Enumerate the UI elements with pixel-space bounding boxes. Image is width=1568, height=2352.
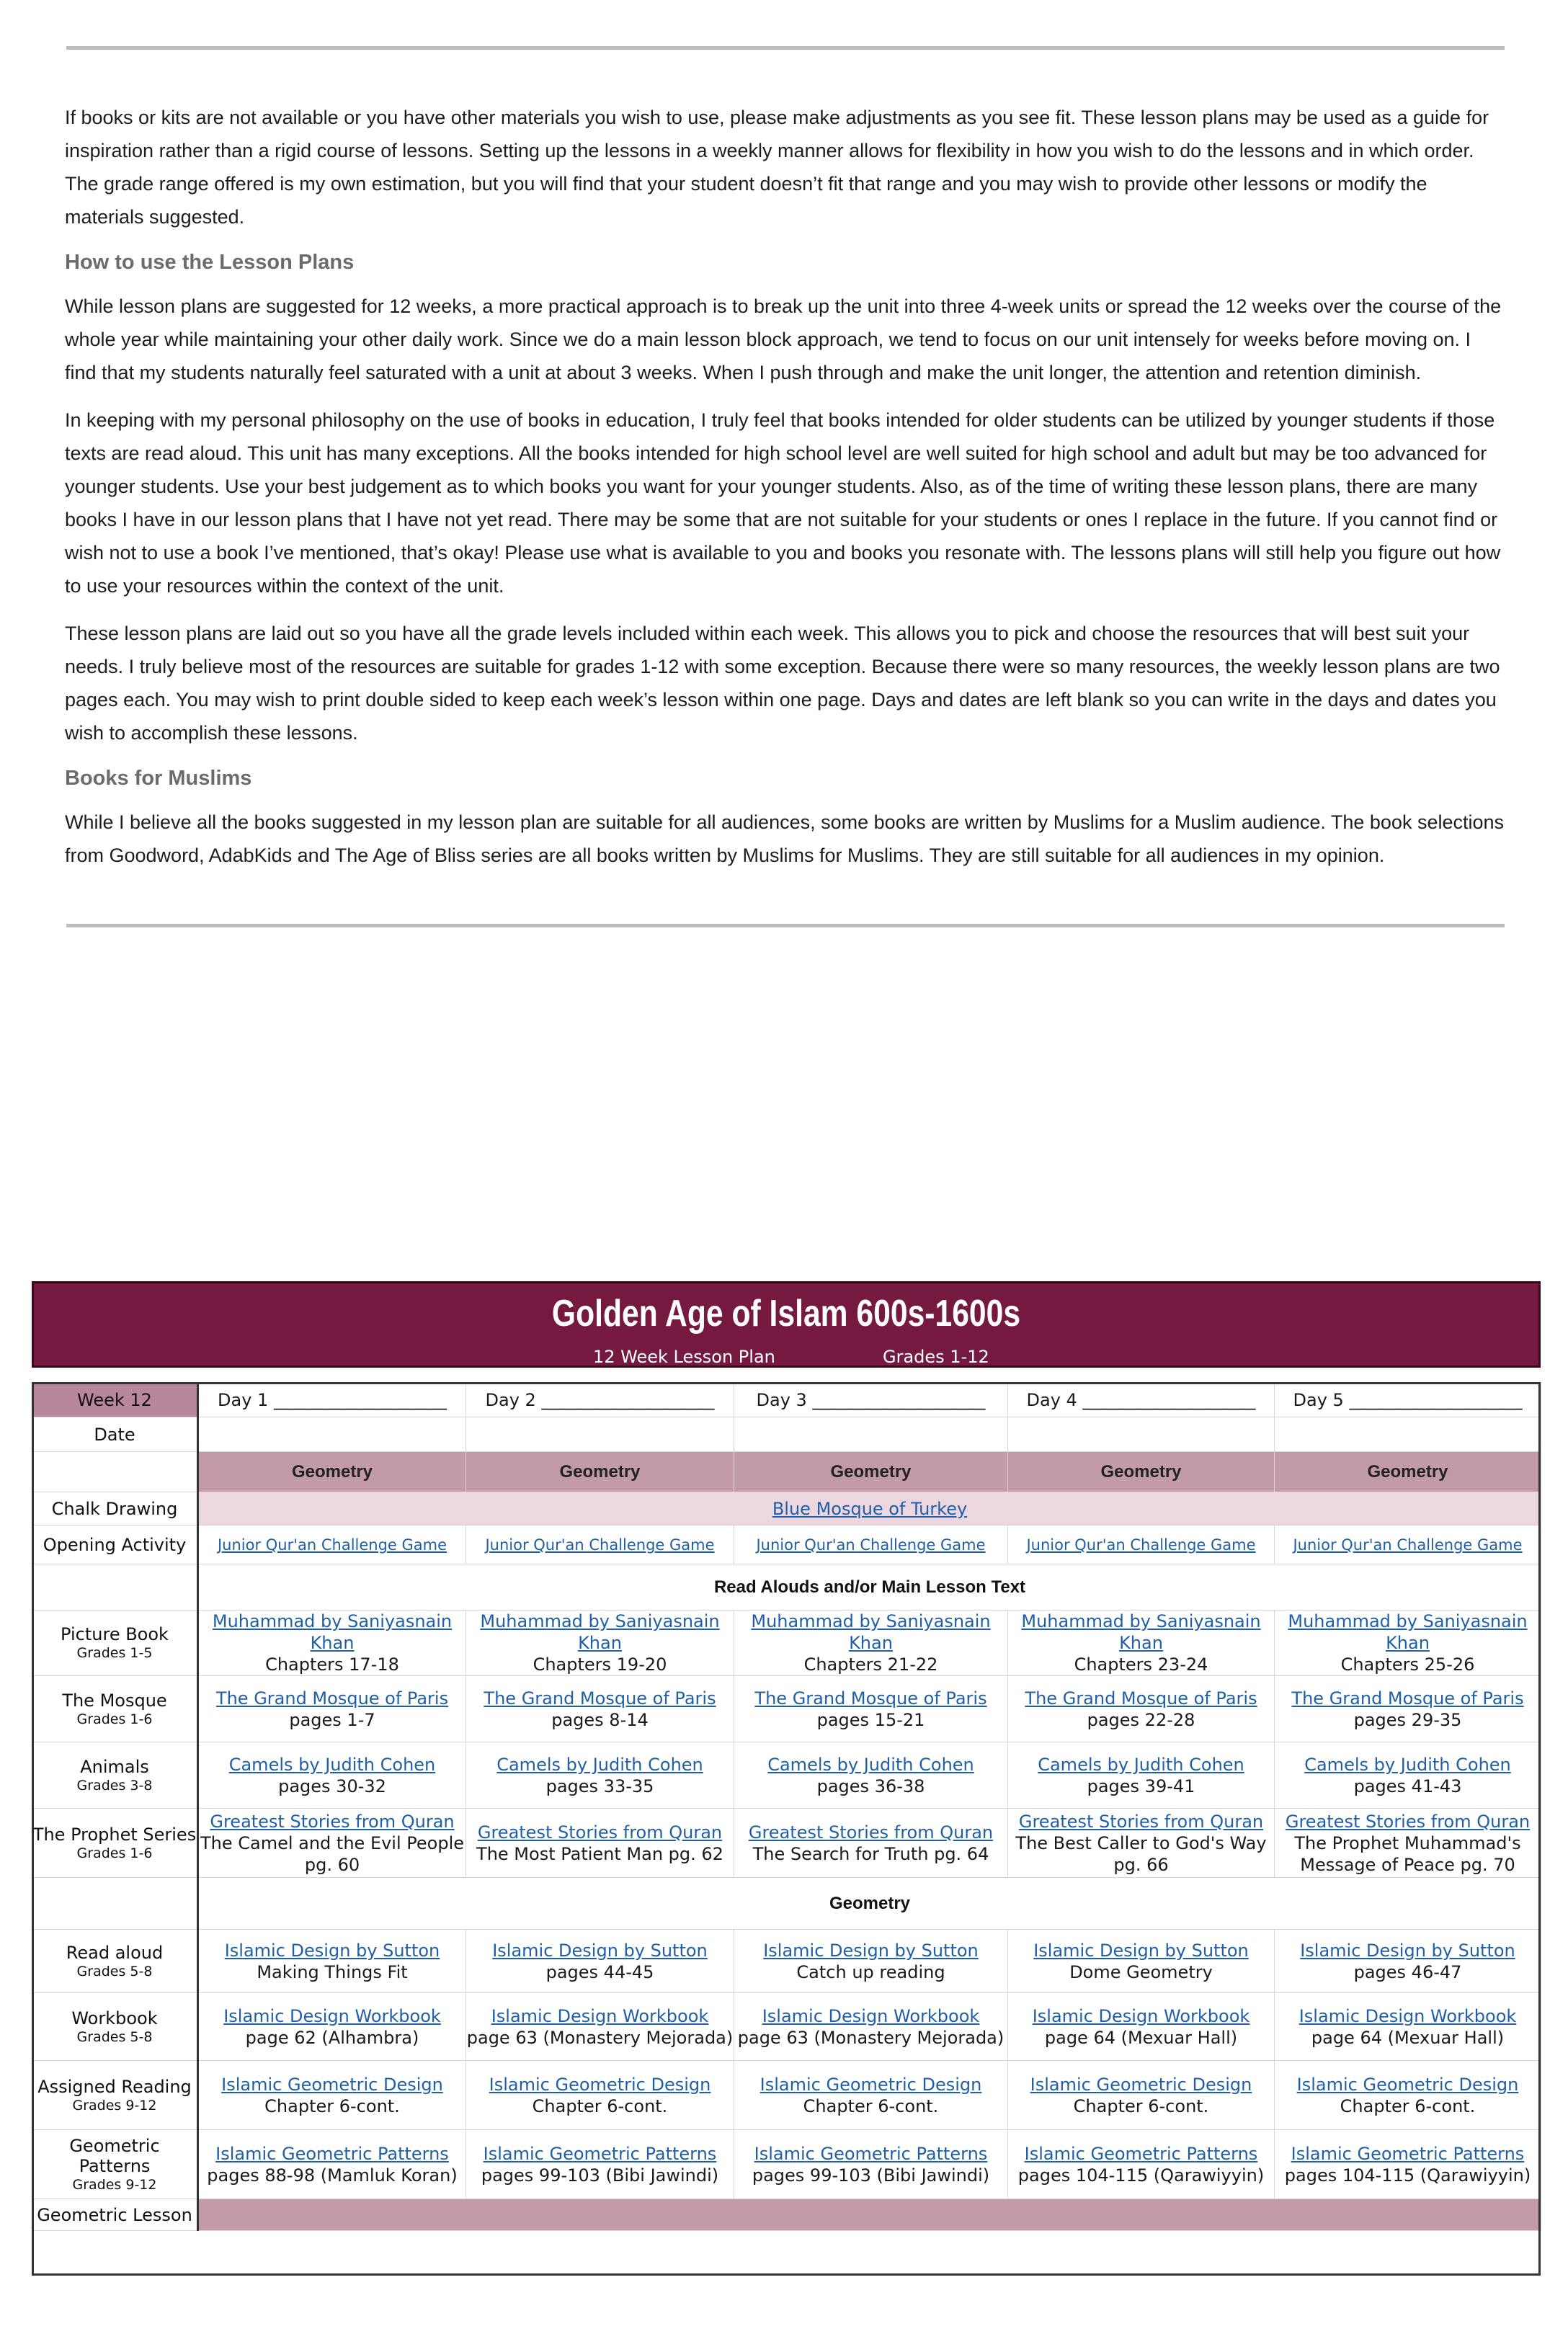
- date-field-4[interactable]: [1008, 1417, 1275, 1452]
- opening-activity-cell: [198, 1525, 466, 1564]
- lesson-cell: [466, 1742, 734, 1809]
- date-field-1[interactable]: [198, 1417, 466, 1452]
- intro-paragraph: While lesson plans are suggested for 12 weeks, a more practical approach is to break up the unit into three 4-week units or spread the 12 weeks over the course of the whole year while maintaining your other daily work. Since we do a main lesson block approach, we tend to focus on our unit intensely for weeks before moving on. I find that my students naturally feel saturated with a unit at about 3 weeks. When I push through and make the unit longer, the attention and retention diminish.: [65, 295, 1502, 383]
- row-grades: Grades 1-6: [76, 1845, 153, 1861]
- resource-link[interactable]: Islamic Design by Sutton: [224, 1940, 440, 1961]
- lesson-cell: [734, 2130, 1008, 2199]
- resource-detail: The Best Caller to God's Way pg. 66: [1015, 1832, 1267, 1875]
- date-field-5[interactable]: [1275, 1417, 1541, 1452]
- resource-link[interactable]: Muhammad by Saniyasnain Khan: [751, 1611, 991, 1653]
- lesson-cell: [1275, 1993, 1541, 2061]
- lesson-cell: [466, 1809, 734, 1878]
- lesson-cell: [734, 1676, 1008, 1742]
- resource-detail: pages 99-103 (Bibi Jawindi): [481, 2165, 719, 2186]
- subject-day-4: Geometry: [1008, 1452, 1275, 1492]
- resource-link[interactable]: Islamic Design by Sutton: [763, 1940, 979, 1961]
- resource-detail: pages 39-41: [1087, 1776, 1195, 1796]
- resource-detail: Chapter 6-cont.: [1073, 2095, 1209, 2116]
- geometric-lesson-label: Geometric Lesson: [32, 2199, 198, 2231]
- day-4-field[interactable]: Day 4 ____________________: [1008, 1383, 1275, 1417]
- row-label-text: Workbook: [71, 2008, 158, 2028]
- lesson-cell: [734, 1930, 1008, 1993]
- resource-link[interactable]: Islamic Design Workbook: [1032, 2005, 1250, 2026]
- row-label-the-prophet-series: [32, 1809, 198, 1878]
- date-label: Date: [32, 1417, 198, 1452]
- section-read-alouds: Read Alouds and/or Main Lesson Text: [198, 1564, 1541, 1611]
- resource-link[interactable]: Islamic Design by Sutton: [1033, 1940, 1249, 1961]
- heading-how-to-use: How to use the Lesson Plans: [65, 251, 355, 274]
- lesson-cell: [734, 1611, 1008, 1676]
- top-divider: [66, 46, 1505, 50]
- resource-detail: Catch up reading: [796, 1961, 945, 1982]
- lesson-cell: [466, 1930, 734, 1993]
- resource-detail: pages 36-38: [816, 1776, 925, 1796]
- geometric-lesson-bar: [198, 2199, 1541, 2231]
- resource-link[interactable]: The Grand Mosque of Paris: [754, 1688, 987, 1709]
- section-label-blank: [32, 1564, 198, 1611]
- intro-paragraph: In keeping with my personal philosophy on the use of books in education, I truly feel that books intended for older students can be utilized by younger students if those texts are read aloud. This unit has many exceptions. All the books intended for high school level are well suited for high school and adult but may be too advanced for younger students. Use your best judgement as to which books you want for your younger students. Also, as of the time of writing these lesson plans, there are many books I have in our lesson plans that I have not yet read. There may be some that are not suitable for your students or ones I replace in the future. If you cannot find or wish not to use a book I’ve mentioned, that’s okay! Please use what is available to you and books you resonate with. The lessons plans will still help you figure out how to use your resources within the context of the unit.: [65, 409, 1501, 597]
- intro-paragraph: These lesson plans are laid out so you have all the grade levels included within each week. This allows you to pick and choose the resources that will best suit your needs. I truly believe most of the resources are suitable for grades 1-12 with some exception. Because there were so many resources, the weekly lesson plans are two pages each. You may wish to print double sided to keep each week’s lesson within one page. Days and dates are left blank so you can write in the days and dates you wish to accomplish these lessons.: [65, 623, 1500, 744]
- resource-link[interactable]: Islamic Geometric Patterns: [215, 2143, 449, 2164]
- resource-link[interactable]: Greatest Stories from Quran: [1018, 1811, 1264, 1832]
- resource-link[interactable]: Islamic Geometric Design: [489, 2074, 711, 2095]
- resource-link[interactable]: Islamic Geometric Design: [221, 2074, 443, 2095]
- resource-detail: page 62 (Alhambra): [245, 2027, 419, 2048]
- row-label-read-aloud: [32, 1930, 198, 1993]
- resource-detail: Dome Geometry: [1069, 1961, 1213, 1982]
- week-label: Week 12: [32, 1383, 198, 1417]
- resource-link[interactable]: Greatest Stories from Quran: [1285, 1811, 1531, 1832]
- resource-detail: The Camel and the Evil People pg. 60: [200, 1832, 465, 1875]
- resource-link[interactable]: Islamic Design Workbook: [223, 2005, 441, 2026]
- resource-link[interactable]: Islamic Geometric Design: [1030, 2074, 1252, 2095]
- lesson-cell: [198, 1809, 466, 1878]
- row-label-text: Animals: [80, 1756, 149, 1777]
- subject-day-5: Geometry: [1275, 1452, 1541, 1492]
- row-label-text: Assigned Reading: [37, 2076, 192, 2097]
- row-label-text: The Mosque: [62, 1690, 167, 1711]
- lesson-cell: [198, 2130, 466, 2199]
- resource-link[interactable]: Camels by Judith Cohen: [1304, 1754, 1511, 1775]
- lesson-cell: [1275, 2061, 1541, 2130]
- resource-detail: pages 30-32: [278, 1776, 386, 1796]
- opening-activity-cell: [734, 1525, 1008, 1564]
- lesson-cell: [466, 1676, 734, 1742]
- lesson-cell: [734, 1809, 1008, 1878]
- row-label-geometric-patterns: [32, 2130, 198, 2199]
- lesson-cell: [1008, 2061, 1275, 2130]
- resource-detail: page 64 (Mexuar Hall): [1311, 2027, 1505, 2048]
- resource-detail: The Prophet Muhammad's Message of Peace pg. 70: [1294, 1832, 1521, 1875]
- lesson-cell: [198, 1993, 466, 2061]
- opening-activity-cell: [466, 1525, 734, 1564]
- plan-title: Golden Age of Islam 600s-1600s: [551, 1293, 1021, 1335]
- heading-books-for-muslims: Books for Muslims: [65, 767, 252, 790]
- plan-banner: [32, 1281, 1541, 1368]
- subject-day-1: Geometry: [198, 1452, 466, 1492]
- section-label-blank: [32, 1878, 198, 1930]
- resource-detail: pages 44-45: [545, 1961, 654, 1982]
- resource-link[interactable]: Greatest Stories from Quran: [210, 1811, 455, 1832]
- row-grades: Grades 1-5: [76, 1645, 153, 1661]
- row-grades: Grades 9-12: [72, 2097, 157, 2113]
- resource-detail: pages 29-35: [1353, 1709, 1462, 1730]
- resource-detail: page 64 (Mexuar Hall): [1044, 2027, 1238, 2048]
- row-label-text: Geometric Patterns: [69, 2135, 160, 2176]
- resource-detail: pages 46-47: [1353, 1961, 1462, 1982]
- lesson-table: [32, 1382, 1541, 2231]
- resource-detail: Chapters 23-24: [1074, 1654, 1208, 1675]
- opening-activity-link[interactable]: Junior Qur'an Challenge Game: [1026, 1536, 1256, 1554]
- resource-detail: Chapters 21-22: [803, 1654, 938, 1675]
- resource-detail: pages 99-103 (Bibi Jawindi): [752, 2165, 990, 2186]
- resource-link[interactable]: Islamic Geometric Patterns: [483, 2143, 717, 2164]
- row-grades: Grades 5-8: [76, 2028, 153, 2045]
- lesson-cell: [734, 1742, 1008, 1809]
- lesson-cell: [466, 1611, 734, 1676]
- resource-detail: pages 88-98 (Mamluk Koran): [207, 2165, 458, 2186]
- lesson-cell: [198, 1930, 466, 1993]
- row-label-text: The Prophet Series: [32, 1824, 197, 1845]
- lesson-cell: [1275, 1809, 1541, 1878]
- row-label-text: Picture Book: [61, 1624, 169, 1644]
- row-label-picture-book: [32, 1611, 198, 1676]
- opening-activity-cell: [1008, 1525, 1275, 1564]
- lesson-cell: [1008, 1611, 1275, 1676]
- row-grades: Grades 5-8: [76, 1963, 153, 1979]
- lesson-cell: [1275, 2130, 1541, 2199]
- day-5-field[interactable]: Day 5 ____________________: [1275, 1383, 1541, 1417]
- resource-link[interactable]: Camels by Judith Cohen: [228, 1754, 436, 1775]
- resource-detail: The Search for Truth pg. 64: [752, 1843, 989, 1864]
- lesson-cell: [1275, 1611, 1541, 1676]
- day-2-field[interactable]: Day 2 ____________________: [466, 1383, 734, 1417]
- resource-detail: The Most Patient Man pg. 62: [476, 1843, 723, 1864]
- row-grades: Grades 9-12: [72, 2176, 157, 2193]
- opening-activity-label: Opening Activity: [32, 1525, 198, 1564]
- resource-detail: page 63 (Monastery Mejorada): [737, 2027, 1004, 2048]
- resource-link[interactable]: Muhammad by Saniyasnain Khan: [1288, 1611, 1528, 1653]
- resource-link[interactable]: Islamic Design by Sutton: [492, 1940, 708, 1961]
- opening-activity-cell: [1275, 1525, 1541, 1564]
- plan-grades: Grades 1-12: [883, 1347, 989, 1367]
- resource-link[interactable]: Islamic Geometric Patterns: [1024, 2143, 1258, 2164]
- resource-detail: Chapter 6-cont.: [803, 2095, 939, 2116]
- chalk-drawing-cell: [198, 1492, 1541, 1525]
- plan-subtitle: 12 Week Lesson Plan: [593, 1347, 775, 1367]
- resource-detail: pages 8-14: [551, 1709, 649, 1730]
- lesson-cell: [1275, 1676, 1541, 1742]
- lesson-cell: [198, 1742, 466, 1809]
- chalk-drawing-link[interactable]: Blue Mosque of Turkey: [772, 1498, 968, 1519]
- resource-link[interactable]: The Grand Mosque of Paris: [215, 1688, 449, 1709]
- resource-detail: Chapter 6-cont.: [264, 2095, 400, 2116]
- intro-paragraph: While I believe all the books suggested in my lesson plan are suitable for all audiences, some books are written by Muslims for a Muslim audience. The book selections from Goodword, AdabKids and The Age of Bliss series are all books written by Muslims for Muslims. They are still suitable for all audiences in my opinion.: [65, 811, 1505, 866]
- opening-activity-link[interactable]: Junior Qur'an Challenge Game: [217, 1536, 447, 1554]
- resource-detail: pages 33-35: [545, 1776, 654, 1796]
- date-field-3[interactable]: [734, 1417, 1008, 1452]
- resource-detail: pages 104-115 (Qarawiyyin): [1284, 2165, 1531, 2186]
- section-geometry: Geometry: [198, 1878, 1541, 1930]
- resource-detail: Chapters 25-26: [1340, 1654, 1475, 1675]
- day-3-field[interactable]: Day 3 ____________________: [734, 1383, 1008, 1417]
- lesson-cell: [734, 1993, 1008, 2061]
- row-grades: Grades 3-8: [76, 1777, 153, 1794]
- resource-link[interactable]: Islamic Geometric Design: [1296, 2074, 1519, 2095]
- lesson-cell: [1008, 2130, 1275, 2199]
- intro-text: [65, 101, 1506, 886]
- row-label-assigned-reading: [32, 2061, 198, 2130]
- lesson-cell: [1008, 1809, 1275, 1878]
- intro-paragraph: If books or kits are not available or you have other materials you wish to use, please make adjustments as you see fit. These lesson plans may be used as a guide for inspiration rather than a rigid course of lessons. Setting up the lessons in a weekly manner allows for flexibility in how you wish to do the lessons and in which order. The grade range offered is my own estimation, but you will find that your student doesn’t fit that range and you may wish to provide other lessons or modify the materials suggested.: [65, 107, 1489, 228]
- lesson-cell: [466, 2061, 734, 2130]
- resource-link[interactable]: The Grand Mosque of Paris: [484, 1688, 716, 1709]
- lesson-cell: [1008, 1742, 1275, 1809]
- lesson-cell: [1008, 1993, 1275, 2061]
- resource-link[interactable]: Islamic Geometric Design: [760, 2074, 982, 2095]
- subject-label-blank: [32, 1452, 198, 1492]
- resource-link[interactable]: Islamic Geometric Patterns: [754, 2143, 988, 2164]
- resource-link[interactable]: Islamic Design by Sutton: [1300, 1940, 1515, 1961]
- resource-detail: pages 41-43: [1353, 1776, 1462, 1796]
- resource-detail: Chapter 6-cont.: [1340, 2095, 1476, 2116]
- row-grades: Grades 1-6: [76, 1711, 153, 1727]
- resource-link[interactable]: Camels by Judith Cohen: [1038, 1754, 1244, 1775]
- resource-link[interactable]: Islamic Geometric Patterns: [1291, 2143, 1525, 2164]
- opening-activity-link[interactable]: Junior Qur'an Challenge Game: [485, 1536, 715, 1554]
- resource-detail: Chapter 6-cont.: [532, 2095, 668, 2116]
- resource-detail: Chapters 17-18: [265, 1654, 399, 1675]
- bottom-divider: [66, 924, 1505, 927]
- resource-link[interactable]: The Grand Mosque of Paris: [1025, 1688, 1257, 1709]
- chalk-drawing-label: Chalk Drawing: [32, 1492, 198, 1525]
- resource-detail: pages 15-21: [816, 1709, 925, 1730]
- resource-link[interactable]: Islamic Design Workbook: [491, 2005, 709, 2026]
- lesson-cell: [198, 2061, 466, 2130]
- resource-link[interactable]: Islamic Design Workbook: [762, 2005, 980, 2026]
- resource-detail: pages 1-7: [289, 1709, 375, 1730]
- resource-link[interactable]: Muhammad by Saniyasnain Khan: [1021, 1611, 1261, 1653]
- resource-link[interactable]: Islamic Design Workbook: [1298, 2005, 1517, 2026]
- resource-link[interactable]: Camels by Judith Cohen: [496, 1754, 703, 1775]
- date-field-2[interactable]: [466, 1417, 734, 1452]
- resource-detail: pages 22-28: [1087, 1709, 1195, 1730]
- lesson-cell: [1008, 1930, 1275, 1993]
- row-label-the-mosque: [32, 1676, 198, 1742]
- day-1-field[interactable]: Day 1 ____________________: [198, 1383, 466, 1417]
- resource-link[interactable]: The Grand Mosque of Paris: [1291, 1688, 1524, 1709]
- resource-link[interactable]: Muhammad by Saniyasnain Khan: [480, 1611, 720, 1653]
- opening-activity-link[interactable]: Junior Qur'an Challenge Game: [1293, 1536, 1523, 1554]
- lesson-cell: [734, 2061, 1008, 2130]
- subject-day-2: Geometry: [466, 1452, 734, 1492]
- resource-detail: Chapters 19-20: [533, 1654, 667, 1675]
- lesson-cell: [466, 1993, 734, 2061]
- lesson-cell: [1008, 1676, 1275, 1742]
- row-label-animals: [32, 1742, 198, 1809]
- resource-detail: pages 104-115 (Qarawiyyin): [1017, 2165, 1265, 2186]
- row-label-text: Read aloud: [66, 1942, 164, 1963]
- lesson-cell: [198, 1676, 466, 1742]
- lesson-cell: [1275, 1742, 1541, 1809]
- resource-detail: Making Things Fit: [257, 1961, 408, 1982]
- lesson-cell: [1275, 1930, 1541, 1993]
- opening-activity-link[interactable]: Junior Qur'an Challenge Game: [756, 1536, 986, 1554]
- lesson-cell: [466, 2130, 734, 2199]
- row-label-workbook: [32, 1993, 198, 2061]
- resource-link[interactable]: Camels by Judith Cohen: [767, 1754, 974, 1775]
- resource-link[interactable]: Greatest Stories from Quran: [477, 1822, 723, 1843]
- resource-link[interactable]: Greatest Stories from Quran: [748, 1822, 994, 1843]
- subject-day-3: Geometry: [734, 1452, 1008, 1492]
- resource-link[interactable]: Muhammad by Saniyasnain Khan: [212, 1611, 453, 1653]
- lesson-cell: [198, 1611, 466, 1676]
- resource-detail: page 63 (Monastery Mejorada): [466, 2027, 734, 2048]
